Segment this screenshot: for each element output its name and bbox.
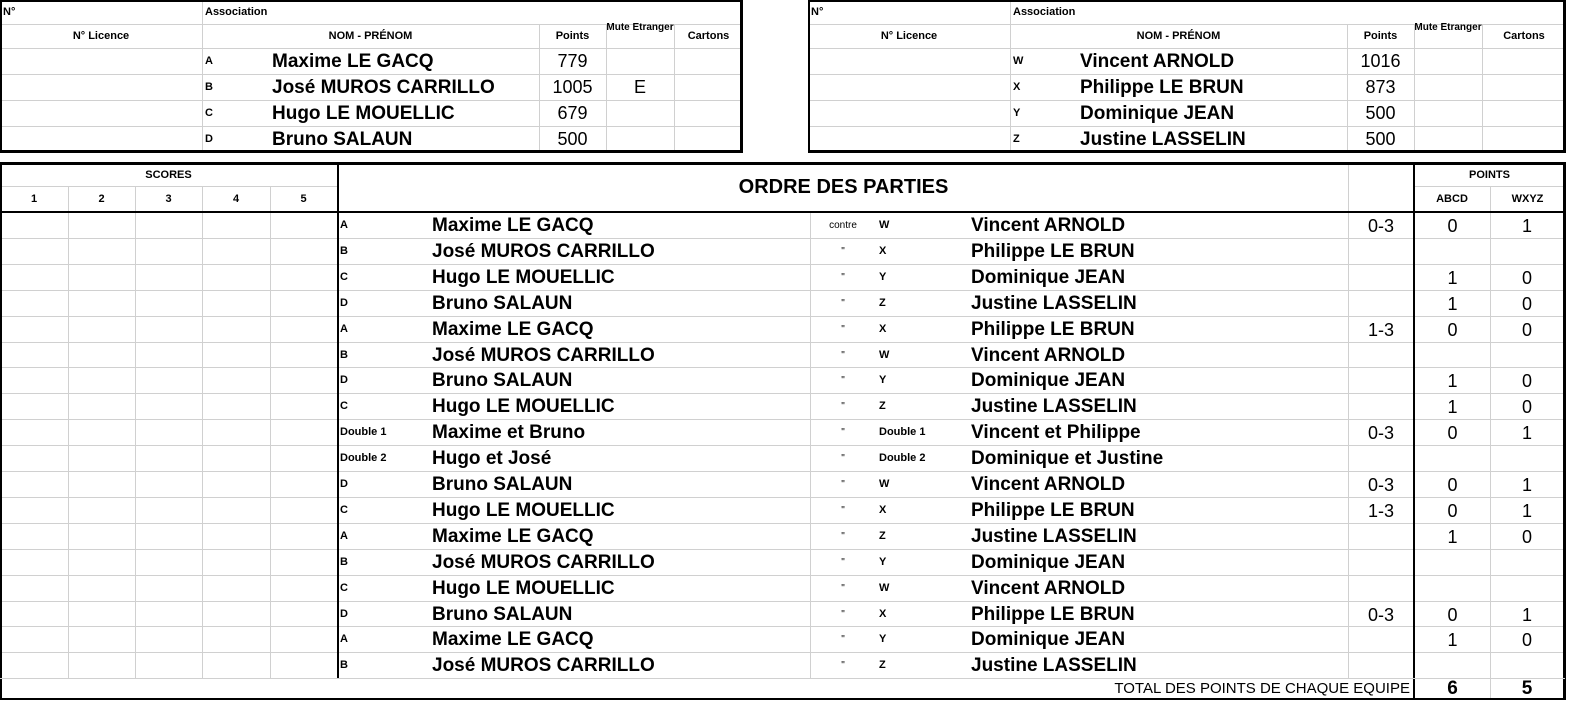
match-points-abcd — [1415, 654, 1490, 679]
match-points-abcd: 0 — [1447, 423, 1458, 443]
team_right-player-name: Dominique JEAN — [1080, 103, 1235, 124]
match-right-name: Justine LASSELIN — [971, 655, 1137, 676]
match-right-name: Philippe LE BRUN — [971, 241, 1135, 262]
match-right-letter: X — [879, 504, 887, 516]
set-col-divider — [135, 186, 136, 678]
match-score — [1349, 654, 1413, 679]
match-separator: " — [841, 272, 845, 283]
team_right-player-points: 500 — [1365, 129, 1396, 149]
match-right-name: Vincent ARNOLD — [971, 345, 1126, 366]
team_left-player-name: Maxime LE GACQ — [272, 51, 434, 72]
scores-label: SCORES — [145, 169, 192, 181]
match-separator: " — [841, 324, 845, 335]
set-number-1: 1 — [30, 193, 38, 205]
match-score — [1349, 292, 1413, 317]
match-left-letter: C — [340, 400, 348, 412]
match-right-letter: W — [879, 478, 890, 490]
match-separator: " — [841, 505, 845, 516]
team_left-player-letter: D — [205, 133, 213, 145]
match-right-letter: X — [879, 245, 887, 257]
match-points-wxyz — [1491, 447, 1563, 472]
team_right-player-name: Vincent ARNOLD — [1080, 51, 1235, 72]
match-right-name: Dominique JEAN — [971, 629, 1126, 650]
match-points-wxyz: 0 — [1521, 294, 1532, 314]
match-right-name: Vincent ARNOLD — [971, 474, 1126, 495]
match-points-abcd: 1 — [1447, 527, 1458, 547]
match-left-letter: A — [340, 219, 348, 231]
match-left-letter: D — [340, 374, 348, 386]
match-left-name: Hugo LE MOUELLIC — [432, 267, 615, 288]
match-points-wxyz: 1 — [1521, 423, 1532, 443]
match-right-name: Philippe LE BRUN — [971, 319, 1135, 340]
match-points-abcd — [1415, 551, 1490, 576]
match-separator: contre — [829, 220, 857, 231]
match-points-abcd: 0 — [1447, 475, 1458, 495]
set-col-divider — [68, 186, 69, 678]
match-points-wxyz — [1491, 577, 1563, 602]
team_right-player-points: 1016 — [1360, 51, 1401, 71]
team_right-association-label: Association — [1013, 6, 1076, 18]
team_left-player-letter: A — [205, 55, 213, 67]
team_right-cards-header: Cartons — [1503, 30, 1545, 42]
match-left-name: Hugo LE MOUELLIC — [432, 578, 615, 599]
match-separator: " — [841, 246, 845, 257]
match-left-name: Bruno SALAUN — [432, 370, 573, 391]
match-score — [1349, 525, 1413, 550]
set-col-divider — [270, 186, 271, 678]
match-separator: " — [841, 634, 845, 645]
team_right-player-mute — [1414, 75, 1482, 100]
team_left-points-header: Points — [555, 30, 590, 42]
match-separator: " — [841, 531, 845, 542]
match-left-name: José MUROS CARRILLO — [432, 552, 655, 573]
team_right-mute-header: Mute Etranger — [1414, 22, 1482, 33]
match-points-wxyz: 1 — [1521, 475, 1532, 495]
match-separator: " — [841, 557, 845, 568]
match-table-border-right — [1563, 162, 1566, 700]
match-points-wxyz — [1491, 344, 1563, 369]
set-number-5: 5 — [300, 193, 307, 205]
match-right-name: Dominique et Justine — [971, 448, 1164, 469]
match-left-letter: A — [340, 323, 348, 335]
separator-col-divider — [810, 212, 811, 678]
match-right-name: Justine LASSELIN — [971, 526, 1137, 547]
left-grid-v — [202, 0, 203, 24]
match-separator: " — [841, 479, 845, 490]
match-score — [1349, 240, 1413, 265]
match-score — [1349, 266, 1413, 291]
match-points-wxyz — [1491, 240, 1563, 265]
match-left-name: Bruno SALAUN — [432, 604, 573, 625]
team_right-player-letter: W — [1013, 55, 1024, 67]
match-separator: " — [841, 350, 845, 361]
match-right-letter: X — [879, 608, 887, 620]
team_right-name-header: NOM - PRÉNOM — [1136, 30, 1221, 42]
match-score: 1-3 — [1367, 501, 1394, 521]
match-score: 0-3 — [1367, 423, 1394, 443]
match-points-abcd: 1 — [1447, 630, 1458, 650]
team_right-player-points: 873 — [1365, 77, 1396, 97]
team_left-player-name: Hugo LE MOUELLIC — [272, 103, 455, 124]
set-number-4: 4 — [232, 193, 240, 205]
match-left-letter: C — [340, 271, 348, 283]
total-wxyz: 5 — [1521, 679, 1533, 699]
match-points-abcd: 1 — [1447, 268, 1458, 288]
scores-divider — [337, 162, 339, 678]
match-score — [1349, 369, 1413, 394]
match-points-abcd: 0 — [1447, 605, 1458, 625]
match-points-abcd — [1415, 577, 1490, 602]
match-right-letter: Y — [879, 374, 887, 386]
match-left-letter: D — [340, 478, 348, 490]
match-points-abcd: 0 — [1447, 216, 1458, 236]
right-border-right — [1563, 0, 1566, 153]
team_left-player-points: 779 — [557, 51, 588, 71]
match-right-name: Dominique JEAN — [971, 267, 1126, 288]
team_left-player-mute — [606, 127, 674, 152]
match-right-letter: X — [879, 323, 887, 335]
match-separator: " — [841, 660, 845, 671]
match-score — [1349, 577, 1413, 602]
match-left-name: José MUROS CARRILLO — [432, 241, 655, 262]
match-points-abcd: 1 — [1447, 371, 1458, 391]
team_left-player-points: 500 — [557, 129, 588, 149]
match-right-name: Philippe LE BRUN — [971, 500, 1135, 521]
team_left-mute-header: Mute Etranger — [606, 22, 674, 33]
right-grid-v — [1010, 0, 1011, 24]
team_right-player-name: Philippe LE BRUN — [1080, 77, 1244, 98]
match-right-name: Justine LASSELIN — [971, 293, 1137, 314]
match-score — [1349, 344, 1413, 369]
team_left-name-header: NOM - PRÉNOM — [328, 30, 413, 42]
match-right-letter: Double 2 — [879, 452, 926, 464]
match-left-letter: C — [340, 582, 348, 594]
team_left-licence-header: N° Licence — [72, 30, 130, 42]
match-points-wxyz — [1491, 654, 1563, 679]
match-right-name: Vincent et Philippe — [971, 422, 1141, 443]
match-left-letter: D — [340, 608, 348, 620]
team_left-player-mute: E — [633, 77, 646, 97]
match-left-name: Maxime et Bruno — [432, 422, 586, 443]
match-score: 0-3 — [1367, 605, 1394, 625]
match-right-name: Dominique JEAN — [971, 370, 1126, 391]
match-score: 1-3 — [1367, 320, 1394, 340]
points-label: POINTS — [1469, 169, 1510, 181]
match-left-letter: Double 2 — [340, 452, 387, 464]
match-right-letter: Y — [879, 556, 887, 568]
match-points-wxyz: 1 — [1521, 216, 1532, 236]
match-points-abcd: 1 — [1447, 397, 1458, 417]
match-score — [1349, 395, 1413, 420]
match-points-abcd: 0 — [1447, 320, 1458, 340]
match-left-letter: A — [340, 633, 348, 645]
match-right-name: Vincent ARNOLD — [971, 215, 1126, 236]
match-score: 0-3 — [1367, 475, 1394, 495]
match-right-letter: Z — [879, 297, 886, 309]
match-left-name: Maxime LE GACQ — [432, 319, 594, 340]
match-separator: " — [841, 609, 845, 620]
match-left-name: Maxime LE GACQ — [432, 526, 594, 547]
team_right-licence-header: N° Licence — [880, 30, 938, 42]
match-points-wxyz: 0 — [1521, 371, 1532, 391]
match-left-name: Maxime LE GACQ — [432, 215, 594, 236]
match-points-wxyz: 0 — [1521, 630, 1532, 650]
team_right-player-name: Justine LASSELIN — [1080, 129, 1246, 150]
match-left-name: Maxime LE GACQ — [432, 629, 594, 650]
team_right-player-mute — [1414, 101, 1482, 126]
team_right-player-letter: X — [1013, 81, 1021, 93]
team_right-no-label: N° — [811, 6, 824, 18]
match-points-wxyz: 0 — [1521, 268, 1532, 288]
set-number-2: 2 — [98, 193, 105, 205]
match-right-name: Justine LASSELIN — [971, 396, 1137, 417]
match-points-abcd — [1415, 240, 1490, 265]
left-border-top — [0, 0, 743, 2]
match-left-letter: B — [340, 245, 348, 257]
match-right-letter: Z — [879, 530, 886, 542]
match-right-letter: W — [879, 582, 890, 594]
match-right-name: Vincent ARNOLD — [971, 578, 1126, 599]
right-border-left — [808, 0, 810, 153]
total-label: TOTAL DES POINTS DE CHAQUE EQUIPE — [1114, 680, 1410, 697]
team_left-player-name: José MUROS CARRILLO — [272, 77, 495, 98]
match-left-name: Bruno SALAUN — [432, 293, 573, 314]
match-separator: " — [841, 298, 845, 309]
match-left-name: José MUROS CARRILLO — [432, 655, 655, 676]
match-left-letter: B — [340, 349, 348, 361]
team_right-points-header: Points — [1363, 30, 1398, 42]
match-points-wxyz — [1491, 551, 1563, 576]
team_right-player-points: 500 — [1365, 103, 1396, 123]
match-right-name: Dominique JEAN — [971, 552, 1126, 573]
match-left-letter: D — [340, 297, 348, 309]
set-number-3: 3 — [165, 193, 172, 205]
match-left-letter: B — [340, 556, 348, 568]
match-points-abcd — [1415, 344, 1490, 369]
match-left-letter: B — [340, 659, 348, 671]
team_left-association-label: Association — [205, 6, 268, 18]
match-separator: " — [841, 427, 845, 438]
match-points-abcd: 1 — [1447, 294, 1458, 314]
match-score — [1349, 447, 1413, 472]
team_left-player-mute — [606, 49, 674, 74]
match-score — [1349, 551, 1413, 576]
match-separator: " — [841, 375, 845, 386]
match-right-letter: Y — [879, 633, 887, 645]
match-points-abcd: 0 — [1447, 501, 1458, 521]
match-score: 0-3 — [1367, 216, 1394, 236]
match-right-letter: W — [879, 349, 890, 361]
match-points-wxyz: 1 — [1521, 605, 1532, 625]
match-left-name: Hugo LE MOUELLIC — [432, 500, 615, 521]
match-separator: " — [841, 583, 845, 594]
left-border-left — [0, 0, 2, 153]
match-separator: " — [841, 401, 845, 412]
match-right-letter: Y — [879, 271, 887, 283]
team_left-player-letter: B — [205, 81, 213, 93]
team_left-player-name: Bruno SALAUN — [272, 129, 413, 150]
match-right-letter: Z — [879, 400, 886, 412]
team_left-player-letter: C — [205, 107, 213, 119]
wxyz-label: WXYZ — [1511, 193, 1544, 205]
team_right-player-mute — [1414, 127, 1482, 152]
left-border-right — [740, 0, 743, 153]
match-points-wxyz: 0 — [1521, 320, 1532, 340]
match-left-name: José MUROS CARRILLO — [432, 345, 655, 366]
team_right-player-letter: Z — [1013, 133, 1020, 145]
match-separator: " — [841, 453, 845, 464]
abcd-label: ABCD — [1436, 193, 1468, 205]
match-points-wxyz: 0 — [1521, 397, 1532, 417]
match-left-letter: C — [340, 504, 348, 516]
match-left-name: Hugo LE MOUELLIC — [432, 396, 615, 417]
team_right-player-letter: Y — [1013, 107, 1021, 119]
match-score — [1349, 628, 1413, 653]
set-col-divider — [202, 186, 203, 678]
match-points-abcd — [1415, 447, 1490, 472]
scores-header-divider — [0, 186, 337, 187]
team_left-player-mute — [606, 101, 674, 126]
match-left-name: Bruno SALAUN — [432, 474, 573, 495]
match-points-wxyz: 0 — [1521, 527, 1532, 547]
match-left-name: Hugo et José — [432, 448, 552, 469]
right-border-top — [808, 0, 1566, 2]
matches-title: ORDRE DES PARTIES — [738, 176, 949, 198]
team_right-player-mute — [1414, 49, 1482, 74]
match-right-letter: W — [879, 219, 890, 231]
match-table-border-left — [0, 162, 2, 700]
team_left-player-points: 1005 — [552, 77, 593, 97]
team_left-player-points: 679 — [557, 103, 588, 123]
match-right-letter: Double 1 — [879, 426, 926, 438]
match-right-letter: Z — [879, 659, 886, 671]
team_left-cards-header: Cartons — [687, 30, 730, 42]
match-left-letter: Double 1 — [340, 426, 387, 438]
match-left-letter: A — [340, 530, 348, 542]
total-abcd: 6 — [1447, 679, 1458, 699]
team_left-no-label: N° — [3, 6, 16, 18]
match-right-name: Philippe LE BRUN — [971, 604, 1135, 625]
match-points-wxyz: 1 — [1521, 501, 1532, 521]
